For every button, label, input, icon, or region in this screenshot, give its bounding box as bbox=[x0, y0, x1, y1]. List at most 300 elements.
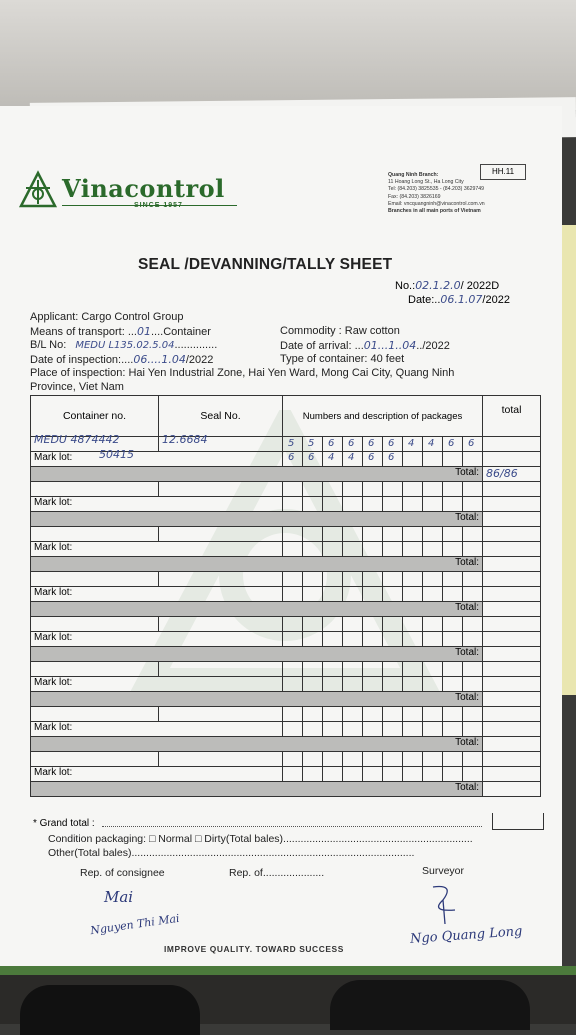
package-digit: 6 bbox=[368, 452, 375, 463]
package-cell bbox=[383, 722, 403, 737]
package-digit: 6 bbox=[388, 438, 395, 449]
table-row bbox=[31, 617, 541, 632]
header-seal: Seal No. bbox=[159, 396, 283, 437]
package-cell bbox=[343, 497, 363, 512]
package-cell bbox=[443, 482, 463, 497]
package-cell bbox=[283, 587, 303, 602]
package-cell bbox=[463, 527, 483, 542]
package-cell bbox=[443, 752, 463, 767]
package-cell bbox=[423, 482, 443, 497]
total-row bbox=[31, 512, 541, 527]
seal-cell bbox=[159, 617, 283, 632]
package-cell bbox=[283, 677, 303, 692]
package-cell bbox=[283, 482, 303, 497]
package-cell bbox=[303, 542, 323, 557]
package-cell bbox=[423, 497, 443, 512]
total-value-cell bbox=[483, 512, 541, 527]
package-digit: 6 bbox=[328, 438, 335, 449]
mark-lot-label: Mark lot: bbox=[34, 497, 73, 508]
package-cell bbox=[283, 752, 303, 767]
yellow-strip bbox=[562, 225, 576, 695]
package-cell bbox=[383, 527, 403, 542]
package-cell bbox=[463, 677, 483, 692]
row-total-cell bbox=[483, 677, 541, 692]
sheet-title: SEAL /DEVANNING/TALLY SHEET bbox=[138, 256, 393, 273]
package-cell bbox=[303, 632, 323, 647]
package-cell bbox=[443, 617, 463, 632]
row-total-cell bbox=[483, 437, 541, 452]
table-row bbox=[31, 752, 541, 767]
package-cell bbox=[403, 677, 423, 692]
total-row-fill bbox=[31, 647, 483, 662]
row-total-cell bbox=[483, 587, 541, 602]
means-of-transport bbox=[30, 325, 211, 338]
package-cell bbox=[423, 587, 443, 602]
package-cell bbox=[423, 572, 443, 587]
package-cell bbox=[403, 662, 423, 677]
package-cell bbox=[423, 707, 443, 722]
total-value-cell bbox=[483, 467, 541, 482]
table-row bbox=[31, 527, 541, 542]
package-cell bbox=[443, 572, 463, 587]
package-cell bbox=[323, 632, 343, 647]
package-cell bbox=[423, 722, 443, 737]
package-cell bbox=[443, 707, 463, 722]
package-digit: 5 bbox=[288, 438, 295, 449]
package-cell bbox=[303, 662, 323, 677]
package-cell bbox=[443, 497, 463, 512]
package-cell bbox=[383, 437, 403, 452]
grand-total-dots bbox=[102, 826, 482, 827]
package-cell bbox=[443, 767, 463, 782]
container-type: Type of container: 40 feet bbox=[280, 353, 405, 365]
mark-lot-value: 50415 bbox=[99, 448, 134, 461]
package-cell bbox=[403, 437, 423, 452]
package-cell bbox=[343, 452, 363, 467]
bl-label: B/L No: bbox=[30, 339, 67, 351]
package-cell bbox=[403, 542, 423, 557]
package-cell bbox=[363, 677, 383, 692]
package-cell bbox=[363, 437, 383, 452]
package-cell bbox=[383, 452, 403, 467]
table-row bbox=[31, 482, 541, 497]
package-digit: 6 bbox=[348, 438, 355, 449]
table-row bbox=[31, 677, 541, 692]
package-cell bbox=[363, 497, 383, 512]
package-cell bbox=[403, 527, 423, 542]
package-cell bbox=[403, 707, 423, 722]
total-value-cell bbox=[483, 647, 541, 662]
container-cell bbox=[31, 617, 159, 632]
package-cell bbox=[303, 707, 323, 722]
package-cell bbox=[423, 677, 443, 692]
package-cell bbox=[283, 662, 303, 677]
mark-lot-cell bbox=[31, 767, 283, 782]
consignee-signature: Mai bbox=[104, 888, 134, 906]
arrival-value: 01...1..04 bbox=[363, 339, 417, 352]
arrival-label: Date of arrival: ... bbox=[280, 340, 364, 352]
container-cell bbox=[31, 482, 159, 497]
package-cell bbox=[443, 542, 463, 557]
package-cell bbox=[383, 752, 403, 767]
package-cell bbox=[463, 497, 483, 512]
total-row-fill bbox=[31, 692, 483, 707]
seal-cell bbox=[159, 752, 283, 767]
tally-table bbox=[30, 395, 541, 797]
package-cell bbox=[303, 722, 323, 737]
package-cell bbox=[443, 677, 463, 692]
total-value: 86/86 bbox=[486, 467, 518, 480]
place-of-inspection-2: Province, Viet Nam bbox=[30, 381, 124, 393]
bl-number: B/L No: MEDU L135.02.5.04.............. bbox=[30, 339, 218, 351]
mark-lot-label: Mark lot: bbox=[34, 677, 73, 688]
package-cell bbox=[383, 482, 403, 497]
package-cell bbox=[383, 677, 403, 692]
branch-email: Email: vncquangninh@vinacontrol.com.vn bbox=[388, 200, 485, 207]
package-cell bbox=[443, 722, 463, 737]
inspection-label: Date of inspection:.... bbox=[30, 354, 134, 366]
surveyor-label: Surveyor bbox=[422, 865, 465, 877]
package-cell bbox=[463, 662, 483, 677]
package-cell bbox=[323, 452, 343, 467]
package-cell bbox=[303, 617, 323, 632]
package-cell bbox=[283, 437, 303, 452]
shoe-right bbox=[330, 980, 530, 1030]
total-label: Total: bbox=[455, 602, 480, 613]
header-container: Container no. bbox=[31, 396, 159, 437]
total-label: Total: bbox=[455, 647, 480, 658]
row-total-cell bbox=[483, 767, 541, 782]
package-cell bbox=[283, 527, 303, 542]
package-cell bbox=[303, 437, 323, 452]
package-cell bbox=[363, 662, 383, 677]
package-cell bbox=[323, 572, 343, 587]
total-label: Total: bbox=[455, 782, 480, 793]
package-cell bbox=[443, 662, 463, 677]
mark-lot-cell bbox=[31, 587, 283, 602]
package-cell bbox=[283, 452, 303, 467]
seal-cell bbox=[159, 707, 283, 722]
container-cell bbox=[31, 527, 159, 542]
package-cell bbox=[423, 752, 443, 767]
package-cell bbox=[383, 542, 403, 557]
package-cell bbox=[363, 452, 383, 467]
package-cell bbox=[283, 707, 303, 722]
total-label: Total: bbox=[455, 512, 480, 523]
table-row bbox=[31, 542, 541, 557]
package-cell bbox=[283, 572, 303, 587]
package-cell bbox=[403, 617, 423, 632]
package-cell bbox=[343, 722, 363, 737]
branch-note: Branches in all main ports of Vietnam bbox=[388, 208, 481, 215]
package-cell bbox=[463, 722, 483, 737]
package-cell bbox=[283, 722, 303, 737]
package-cell bbox=[403, 482, 423, 497]
package-cell bbox=[403, 767, 423, 782]
sheet-date bbox=[408, 293, 510, 306]
branch-info bbox=[388, 172, 485, 215]
table-row bbox=[31, 587, 541, 602]
package-cell bbox=[423, 662, 443, 677]
package-cell bbox=[303, 497, 323, 512]
package-cell bbox=[303, 527, 323, 542]
mark-lot-label: Mark lot: bbox=[34, 587, 73, 598]
total-label: Total: bbox=[455, 467, 480, 478]
package-cell bbox=[423, 632, 443, 647]
table-row bbox=[31, 452, 541, 467]
branch-title: Quang Ninh Branch: bbox=[388, 172, 439, 178]
seal-cell bbox=[159, 433, 283, 452]
package-cell bbox=[463, 542, 483, 557]
total-row bbox=[31, 647, 541, 662]
means-value: 01 bbox=[137, 325, 151, 338]
package-cell bbox=[363, 632, 383, 647]
no-label: No.: bbox=[395, 280, 416, 292]
package-cell bbox=[343, 662, 363, 677]
package-cell bbox=[403, 587, 423, 602]
consignee-name: Nguyen Thi Mai bbox=[89, 911, 181, 938]
package-cell bbox=[463, 632, 483, 647]
total-value-cell bbox=[483, 782, 541, 797]
package-digit: 6 bbox=[448, 438, 455, 449]
package-cell bbox=[323, 662, 343, 677]
container-cell bbox=[31, 572, 159, 587]
header-numbers: Numbers and description of packages bbox=[283, 396, 483, 437]
package-cell bbox=[343, 572, 363, 587]
branch-fax: Fax: (84.203) 3826169 bbox=[388, 193, 441, 200]
package-cell bbox=[463, 452, 483, 467]
package-cell bbox=[323, 527, 343, 542]
package-cell bbox=[443, 452, 463, 467]
branch-tel: Tel: (84.203) 3825535 - (84.203) 3629749 bbox=[388, 186, 485, 193]
total-value-cell bbox=[483, 737, 541, 752]
package-cell bbox=[323, 722, 343, 737]
row-total-cell bbox=[483, 722, 541, 737]
package-cell bbox=[443, 632, 463, 647]
package-digit: 6 bbox=[388, 452, 395, 463]
logo-text: Vinacontrol bbox=[62, 174, 225, 203]
package-cell bbox=[323, 587, 343, 602]
row-total-cell bbox=[483, 497, 541, 512]
row-total-cell bbox=[483, 707, 541, 722]
package-cell bbox=[443, 527, 463, 542]
package-cell bbox=[303, 677, 323, 692]
table-row bbox=[31, 632, 541, 647]
package-cell bbox=[383, 632, 403, 647]
package-cell bbox=[383, 587, 403, 602]
other-bales: Other(Total bales)................................................................................................. bbox=[48, 847, 415, 859]
package-cell bbox=[343, 527, 363, 542]
package-cell bbox=[423, 617, 443, 632]
package-cell bbox=[323, 677, 343, 692]
package-cell bbox=[363, 707, 383, 722]
total-row-fill bbox=[31, 602, 483, 617]
total-row bbox=[31, 782, 541, 797]
no-suffix: / 2022D bbox=[460, 280, 500, 292]
table-row bbox=[31, 662, 541, 677]
package-cell bbox=[423, 527, 443, 542]
container-cell bbox=[31, 433, 159, 452]
package-cell bbox=[363, 572, 383, 587]
table-row bbox=[31, 497, 541, 512]
inspection-value: 06....1.04 bbox=[133, 353, 186, 366]
package-digit: 6 bbox=[308, 452, 315, 463]
package-digit: 6 bbox=[468, 438, 475, 449]
total-row-fill bbox=[31, 557, 483, 572]
mark-lot-cell bbox=[31, 677, 283, 692]
date-suffix: /2022 bbox=[482, 294, 510, 306]
total-label: Total: bbox=[455, 557, 480, 568]
package-cell bbox=[343, 587, 363, 602]
row-total-cell bbox=[483, 542, 541, 557]
total-row bbox=[31, 557, 541, 572]
package-cell bbox=[403, 452, 423, 467]
package-cell bbox=[343, 632, 363, 647]
logo-since: SINCE 1957 bbox=[134, 202, 183, 209]
package-cell bbox=[463, 767, 483, 782]
total-row bbox=[31, 602, 541, 617]
mark-lot-label: Mark lot: bbox=[34, 452, 73, 463]
table-row bbox=[31, 767, 541, 782]
package-cell bbox=[403, 632, 423, 647]
mark-lot-cell bbox=[31, 542, 283, 557]
seal-cell bbox=[159, 572, 283, 587]
package-cell bbox=[443, 437, 463, 452]
mark-lot-cell bbox=[31, 448, 283, 467]
package-cell bbox=[383, 497, 403, 512]
grand-total-box bbox=[492, 813, 544, 830]
row-total-cell bbox=[483, 752, 541, 767]
package-cell bbox=[463, 707, 483, 722]
form-code: HH.11 bbox=[480, 164, 526, 180]
package-digit: 5 bbox=[308, 438, 315, 449]
package-cell bbox=[323, 542, 343, 557]
rep-of: Rep. of..................... bbox=[229, 867, 325, 879]
date-value: 06.1.07 bbox=[440, 293, 483, 306]
header-total: total bbox=[483, 396, 541, 437]
row-total-cell bbox=[483, 572, 541, 587]
total-label: Total: bbox=[455, 737, 480, 748]
package-cell bbox=[303, 572, 323, 587]
package-cell bbox=[383, 662, 403, 677]
total-value-cell bbox=[483, 557, 541, 572]
rep-consignee: Rep. of consignee bbox=[80, 867, 165, 879]
package-cell bbox=[343, 677, 363, 692]
package-cell bbox=[343, 542, 363, 557]
package-cell bbox=[363, 587, 383, 602]
bl-value: MEDU L135.02.5.04 bbox=[75, 340, 175, 351]
total-label: Total: bbox=[455, 692, 480, 703]
package-cell bbox=[383, 572, 403, 587]
grand-total-label: * Grand total : bbox=[33, 818, 95, 829]
package-cell bbox=[463, 482, 483, 497]
package-cell bbox=[323, 482, 343, 497]
inspection-suffix: /2022 bbox=[185, 354, 214, 366]
table-row bbox=[31, 722, 541, 737]
total-row bbox=[31, 737, 541, 752]
total-row-fill bbox=[31, 512, 483, 527]
background-top bbox=[0, 0, 576, 110]
package-cell bbox=[343, 707, 363, 722]
commodity: Commodity : Raw cotton bbox=[280, 325, 400, 337]
package-cell bbox=[283, 542, 303, 557]
package-cell bbox=[383, 767, 403, 782]
package-cell bbox=[283, 497, 303, 512]
total-row-fill bbox=[31, 737, 483, 752]
sheet-number bbox=[395, 279, 499, 292]
seal-cell bbox=[159, 527, 283, 542]
mark-lot-label: Mark lot: bbox=[34, 632, 73, 643]
other-label: Other(Total bales) bbox=[48, 847, 132, 859]
package-cell bbox=[303, 752, 323, 767]
total-value-cell bbox=[483, 602, 541, 617]
package-cell bbox=[383, 707, 403, 722]
package-cell bbox=[383, 617, 403, 632]
package-cell bbox=[463, 572, 483, 587]
row-total-cell bbox=[483, 632, 541, 647]
package-cell bbox=[363, 542, 383, 557]
branch-address: 11 Hoang Long St., Ha Long City bbox=[388, 179, 464, 186]
package-cell bbox=[323, 617, 343, 632]
place-of-inspection: Place of inspection: Hai Yen Industrial Zone, Hai Yen Ward, Mong Cai City, Quang Ninh bbox=[30, 367, 455, 379]
applicant: Applicant: Cargo Control Group bbox=[30, 311, 184, 323]
package-cell bbox=[323, 752, 343, 767]
package-cell bbox=[363, 767, 383, 782]
package-cell bbox=[423, 452, 443, 467]
row-total-cell bbox=[483, 617, 541, 632]
container-cell bbox=[31, 752, 159, 767]
motto: IMPROVE QUALITY. TOWARD SUCCESS bbox=[164, 944, 344, 954]
package-cell bbox=[343, 617, 363, 632]
package-cell bbox=[463, 617, 483, 632]
arrival-suffix: ../2022 bbox=[416, 340, 450, 352]
surveyor-signature-icon bbox=[425, 882, 465, 927]
table-header bbox=[31, 396, 541, 437]
container-cell bbox=[31, 662, 159, 677]
package-cell bbox=[283, 767, 303, 782]
package-cell bbox=[363, 527, 383, 542]
total-value-cell bbox=[483, 692, 541, 707]
scale-logo-icon bbox=[18, 170, 58, 210]
row-total-cell bbox=[483, 482, 541, 497]
package-cell bbox=[323, 767, 343, 782]
package-cell bbox=[283, 632, 303, 647]
package-cell bbox=[403, 572, 423, 587]
package-cell bbox=[403, 722, 423, 737]
package-cell bbox=[363, 752, 383, 767]
total-row bbox=[31, 692, 541, 707]
package-cell bbox=[283, 617, 303, 632]
package-cell bbox=[343, 767, 363, 782]
package-cell bbox=[363, 482, 383, 497]
total-row bbox=[31, 467, 541, 482]
package-digit: 6 bbox=[368, 438, 375, 449]
package-cell bbox=[443, 587, 463, 602]
mark-lot-cell bbox=[31, 497, 283, 512]
row-total-cell bbox=[483, 662, 541, 677]
packaging-label: Condition packaging: □ Normal □ Dirty(Total bales) bbox=[48, 833, 284, 845]
package-cell bbox=[363, 617, 383, 632]
package-cell bbox=[323, 497, 343, 512]
mark-lot-label: Mark lot: bbox=[34, 722, 73, 733]
package-cell bbox=[363, 722, 383, 737]
package-cell bbox=[323, 707, 343, 722]
mark-lot-cell bbox=[31, 722, 283, 737]
container-no: MEDU 4874442 bbox=[34, 433, 120, 446]
package-cell bbox=[423, 542, 443, 557]
package-digit: 4 bbox=[328, 452, 335, 463]
package-cell bbox=[403, 752, 423, 767]
